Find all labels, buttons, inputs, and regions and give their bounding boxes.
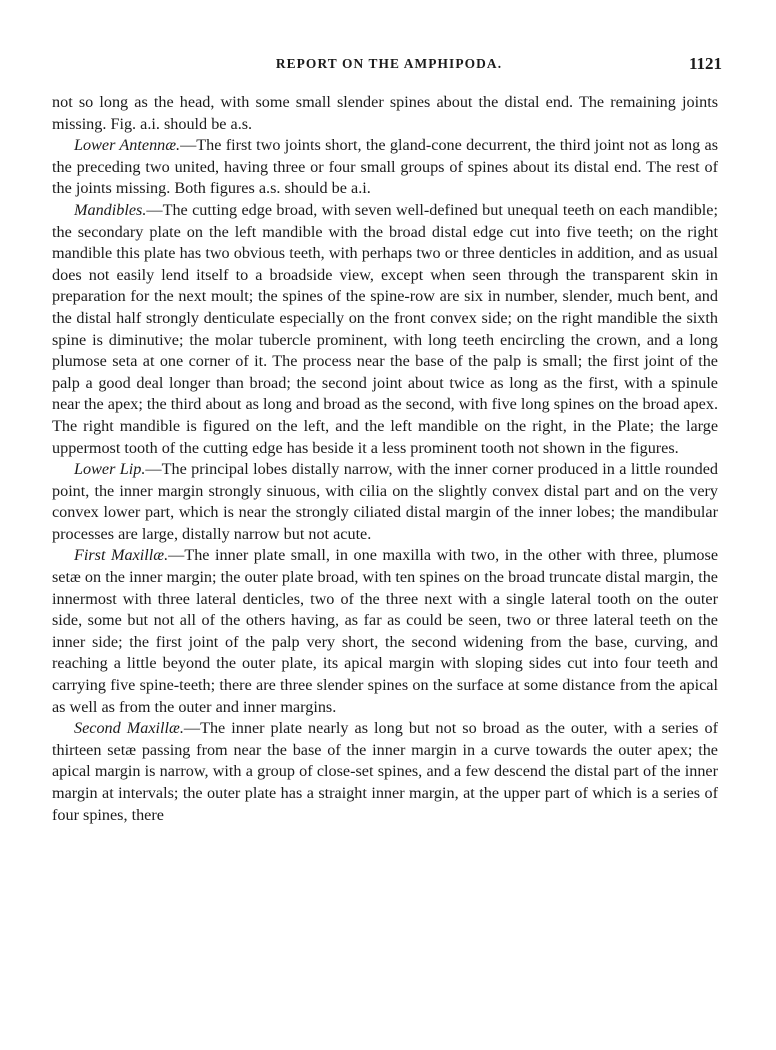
paragraph-first-maxillae [52, 545, 718, 718]
section-heading-lower-lip: Lower Lip. [74, 460, 146, 479]
paragraph-text: —The inner plate small, in one maxilla with two, in the other with three, plumose setæ on the inner margin; the outer plate broad, with ten spines on the broad truncate distal margin, the innermost with three lateral denticles, two of the three next with a single lateral tooth on the outer side, some but not all of the others having, as far as could be seen, two or three lateral teeth on the inner side; the first joint of the palp very short, the second widening from the base, curving, and reaching a little beyond the outer plate, its apical margin with sloping sides cut into four teeth and carrying five spine-teeth; there are three slender spines on the surface at some distance from the apical as well as from the outer and inner margins. [52, 546, 718, 716]
paragraph-text: —The first two joints short, the gland-cone decurrent, the third joint not as long as the preceding two united, having three or four small groups of spines about its distal end. The rest of the joints missing. Both figures a.s. should be a.i. [52, 136, 719, 198]
paragraph-text: not so long as the head, with some small slender spines about the distal end. The remaining joints missing. Fig. a.i. should be a.s. [52, 93, 718, 133]
paragraph-text: —The principal lobes distally narrow, with the inner corner produced in a little rounded point, the inner margin strongly sinuous, with cilia on the slightly convex distal part and on the very convex lower part, which is near the strongly ciliated distal margin of the inner lobes; the mandibular processes are large, distally narrow but not acute. [52, 460, 718, 543]
paragraph-mandibles [52, 200, 718, 459]
section-heading-lower-antennae: Lower Antennæ. [74, 136, 181, 155]
body-text [52, 92, 718, 826]
section-heading-second-maxillae: Second Maxillæ. [74, 719, 184, 738]
page-number: 1121 [688, 54, 722, 73]
running-head: REPORT ON THE AMPHIPODA. [275, 56, 503, 71]
paragraph-lower-antennae [52, 135, 718, 200]
paragraph-text: —The cutting edge broad, with seven well-defined but unequal teeth on each mandible; the secondary plate on the left mandible with the broad distal edge cut into five teeth; on the right mandible this plate has two obvious teeth, with perhaps two or three denticles in addition, and as usual does not easily lend itself to a broadside view, except when seen through the transparent skin in preparation for the next moult; the spines of the spine-row are six in number, slender, much bent, and the distal half strongly denticulate especially on the front convex side; on the right mandible the sixth spine is diminutive; the molar tubercle prominent, with long teeth encircling the crown, and a long plumose seta at one corner of it. The process near the base of the palp is small; the first joint of the palp a good deal longer than broad; the second joint about twice as long as the first, with a spinule near the apex; the third about as long and broad as the second, with five long spines on the broad apex. The right mandible is figured on the left, and the left mandible on the right, in the Plate; the large uppermost tooth of the cutting edge has beside it a less prominent tooth not shown in the figures. [52, 200, 718, 457]
section-heading-first-maxillae: First Maxillæ. [74, 546, 169, 565]
section-heading-mandibles: Mandibles. [74, 200, 147, 219]
page-header [52, 52, 726, 76]
paragraph-continuation [52, 92, 718, 135]
paragraph-text: —The inner plate nearly as long but not so broad as the outer, with a series of thirteen setæ passing from near the base of the inner margin in a curve towards the outer apex; the apical margin is narrow, with a group of close-set spines, and a few descend the distal part of the inner margin at intervals; the outer plate has a straight inner margin, at the upper part of which is a series of four spines, there [52, 719, 718, 824]
paragraph-lower-lip [52, 459, 718, 545]
paragraph-second-maxillae [52, 718, 718, 826]
